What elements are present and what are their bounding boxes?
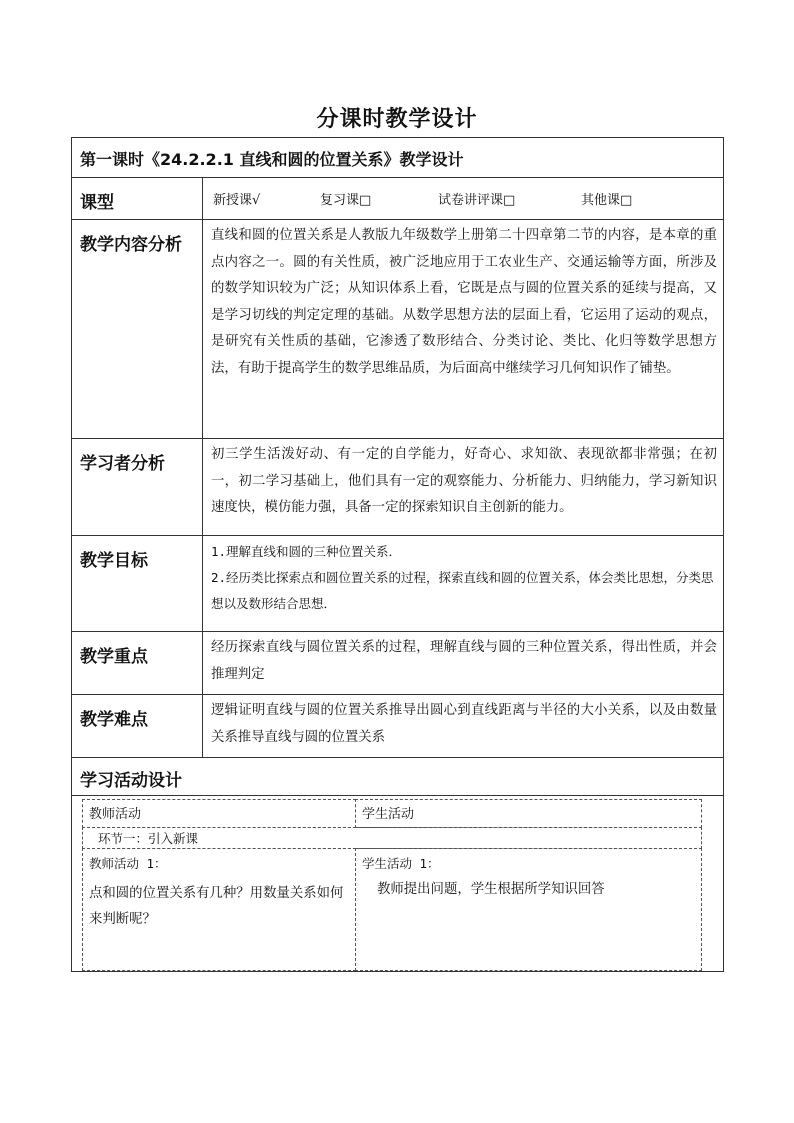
row-label-content: 教学内容分析 — [72, 220, 203, 439]
row-label-type: 课型 — [72, 178, 203, 220]
type-option-other: 其他课□ — [581, 193, 633, 208]
teacher-activity-text: 点和圆的位置关系有几种？用数量关系如何来判断呢？ — [89, 886, 344, 927]
goal-item-1: 1.理解直线和圆的三种位置关系． — [211, 544, 402, 559]
type-option-new: 新授课√ — [213, 193, 261, 208]
key-point-text: 经历探索直线与圆位置关系的过程，理解直线与圆的三种位置关系，得出性质，并会推理判定 — [203, 632, 724, 695]
stage-label: 环节一：引入新课 — [82, 827, 702, 849]
difficulty-text: 逻辑证明直线与圆的位置关系推导出圆心到直线距离与半径的大小关系，以及由数量关系推导直线与圆的位置关系 — [203, 695, 724, 758]
learner-analysis-text: 初三学生活泼好动、有一定的自学能力，好奇心、求知欲、表现欲都非常强；在初一，初二学习基础上，他们具有一定的观察能力、分析能力、归纳能力，学习新知识速度快，模仿能力强，具备一定的探索知识自主创新的能力。 — [203, 439, 724, 536]
row-label-key: 教学重点 — [72, 632, 203, 695]
row-label-goals: 教学目标 — [72, 536, 203, 632]
type-option-review: 复习课□ — [320, 193, 372, 208]
type-options — [203, 178, 724, 220]
goal-item-2: 2.经历类比探索点和圆位置关系的过程，探索直线和圆的位置关系，体会类比思想，分类思想以及数形结合思想． — [211, 570, 714, 611]
student-activity-cell — [355, 848, 702, 971]
student-activity-text: 教师提出问题，学生根据所学知识回答 — [377, 882, 605, 897]
teacher-activity-header: 教师活动 — [82, 799, 356, 828]
row-label-difficulty: 教学难点 — [72, 695, 203, 758]
lesson-title: 第一课时《24.2.2.1 直线和圆的位置关系》教学设计 — [72, 138, 724, 178]
lesson-plan-table — [71, 137, 724, 972]
content-analysis-text: 直线和圆的位置关系是人教版九年级数学上册第二十四章第二节的内容，是本章的重点内容之一。圆的有关性质，被广泛地应用于工农业生产、交通运输等方面，所涉及的数学知识较为广泛；从知识体系上看，它既是点与圆的位置关系的延续与提高，又是学习切线的判定定理的基础。从数学思想方法的层面上看，它运用了运动的观点，是研究有关性质的基础，它渗透了数形结合、分类讨论、类比、化归等数学思想方法，有助于提高学生的数学思维品质，为后面高中继续学习几何知识作了铺垫。 — [203, 220, 724, 439]
type-option-test: 试卷讲评课□ — [438, 193, 516, 208]
page-title: 分课时教学设计 — [316, 107, 478, 132]
row-label-learner: 学习者分析 — [72, 439, 203, 536]
teacher-activity-label: 教师活动 1： — [89, 856, 167, 871]
activity-area — [72, 796, 724, 972]
teacher-activity-cell — [82, 848, 356, 971]
student-activity-header: 学生活动 — [355, 799, 702, 828]
student-activity-label: 学生活动 1： — [362, 856, 440, 871]
goals-text — [203, 536, 724, 632]
activity-heading: 学习活动设计 — [72, 758, 724, 796]
